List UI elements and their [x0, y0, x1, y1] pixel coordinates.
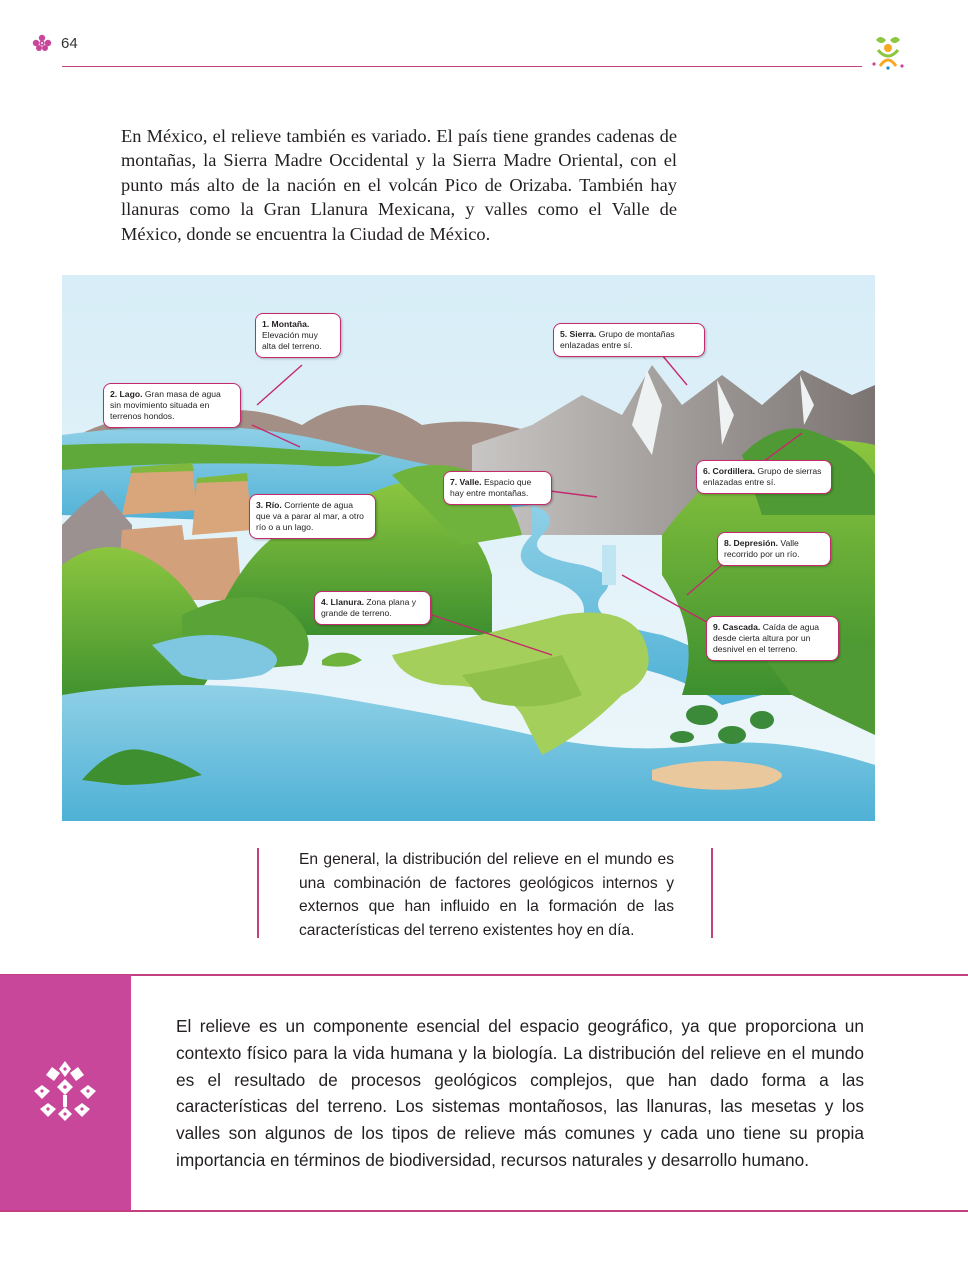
callout-depresion: 8. Depresión. Valle recorrido por un río.: [717, 532, 831, 566]
callout-rio: 3. Río. Corriente de agua que va a parar al mar, a otro río o a un lago.: [249, 494, 376, 539]
series-logo-icon: [866, 32, 910, 72]
header-flower-ornament-icon: [32, 34, 52, 52]
callout-montana: 1. Montaña. Elevación muy alta del terreno.: [255, 313, 341, 358]
callout-valle: 7. Valle. Espacio que hay entre montañas.: [443, 471, 552, 505]
summary-bottom-divider: [0, 1210, 968, 1212]
callout-cordillera: 6. Cordillera. Grupo de sierras enlazadas entre sí.: [696, 460, 832, 494]
callout-lago: 2. Lago. Gran masa de agua sin movimiento situada en terrenos hondos.: [103, 383, 241, 428]
summary-paragraph: El relieve es un componente esencial del espacio geográfico, ya que proporciona un contexto físico para la vida humana y la biología. La distribución del relieve en el mundo es el resultado de procesos geológicos complejos, que han dado forma a las características del terreno. Los sistemas montañosos, las llanuras, las mesetas y los valles son algunos de los tipos de relieve más comunes y cada uno tiene su propia importancia en términos de biodiversidad, recursos naturales y desarrollo humano.: [176, 1016, 864, 1170]
embroidery-flower-icon: [30, 1059, 100, 1121]
relief-illustration: [62, 275, 875, 821]
callout-cascada: 9. Cascada. Caída de agua desde cierta altura por un desnivel en el terreno.: [706, 616, 839, 661]
pull-quote-text: En general, la distribución del relieve en el mundo es una combinación de factores geológicos internos y externos que han influido en la formación de las características del terreno existentes hoy en día.: [299, 851, 674, 939]
callout-sierra: 5. Sierra. Grupo de montañas enlazadas entre sí.: [553, 323, 705, 357]
intro-paragraph: En México, el relieve también es variado. El país tiene grandes cadenas de montañas, la Sierra Madre Occidental y la Sierra Madre Oriental, con el punto más alto de la nación en el volcán Pico de Orizaba. También hay llanuras como la Gran Llanura Mexicana, y valles como el Valle de México, donde se encuentra la Ciudad de México.: [121, 126, 677, 244]
callout-llanura: 4. Llanura. Zona plana y grande de terreno.: [314, 591, 431, 625]
summary-top-divider: [0, 974, 968, 976]
pull-quote: [257, 848, 713, 938]
header-divider: [62, 66, 862, 67]
page-number: 64: [61, 35, 78, 52]
summary-side-panel: [0, 975, 131, 1210]
